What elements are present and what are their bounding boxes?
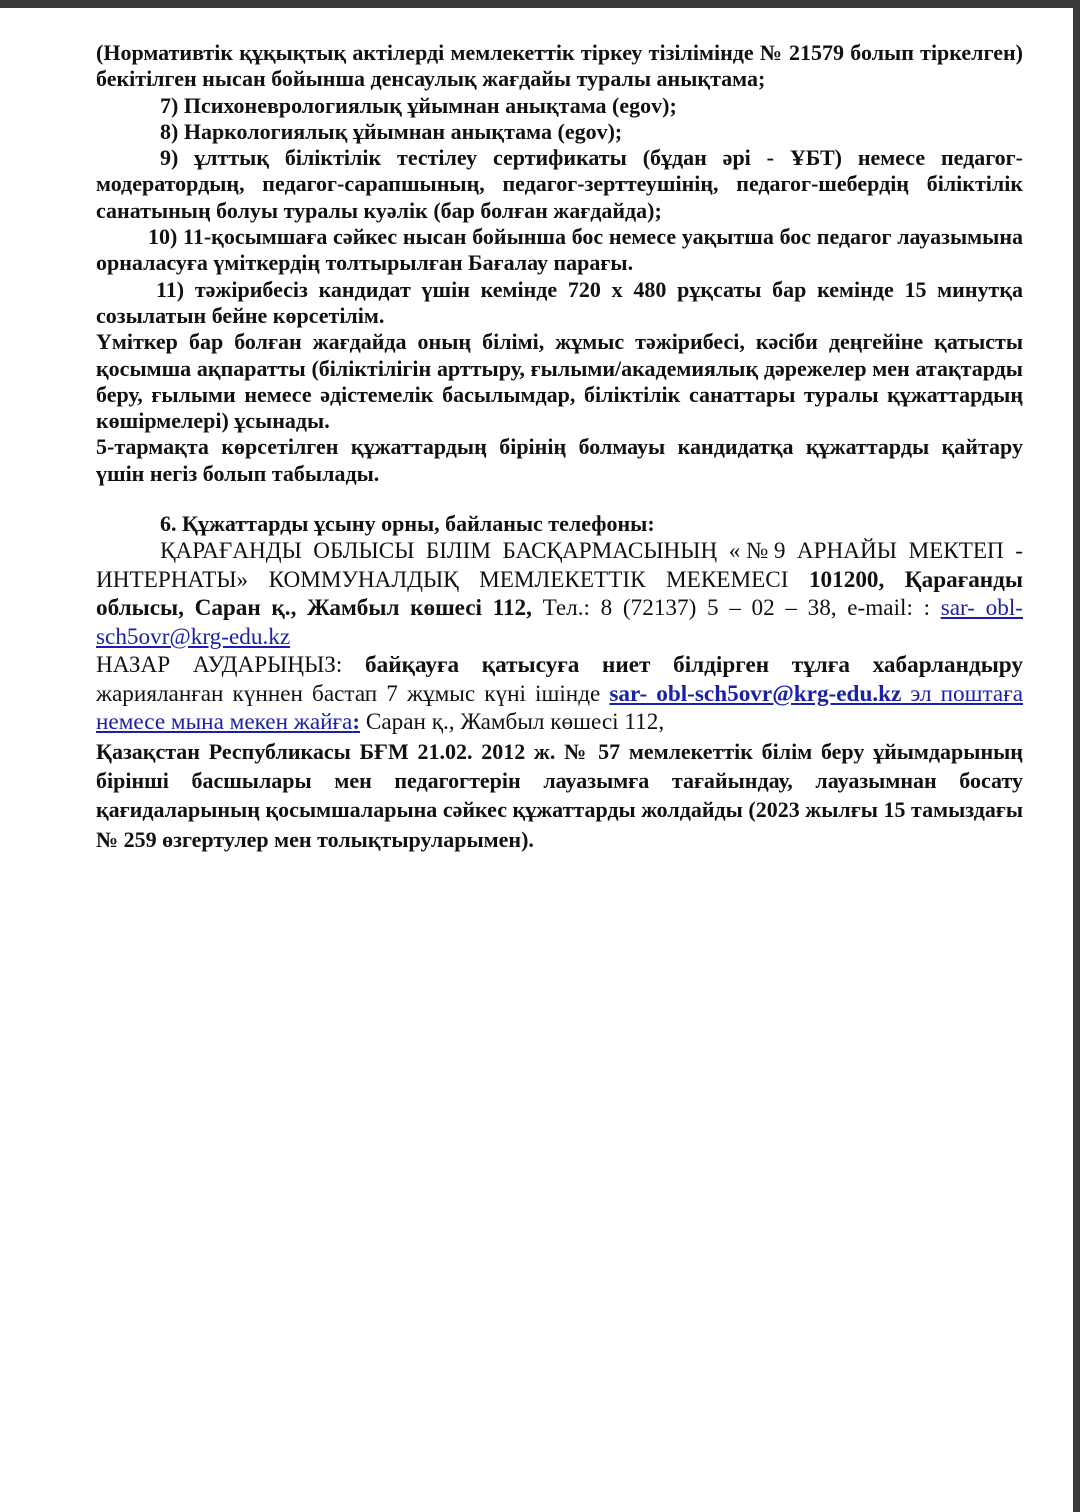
postal-address: 101200, Қарағанды облысы, Саран қ., Жамбыл көшесі 112, [96, 566, 1024, 622]
paragraph-candidate-extra: Үміткер бар болған жағдайда оның білімі, жұмыс тәжірибесі, кәсіби деңгейіне қатысты қосымша ақпаратты (біліктілігін арттыру, ғылыми/академиялық дәрежелер мен атақтарды беру, ғылыми немесе әдістемелік басылымдар, біліктілік санаттары туралы құжаттардың көшірмелері) ұсынады. [96, 329, 1023, 434]
list-item-11: 11) тәжірибесіз кандидат үшін кемінде 720 x 480 рұқсаты бар кемінде 15 минутқа созылатын бейне көрсетілім. [96, 276, 1023, 328]
mail-link-text: эл поштаға немесе мына мекен жайға [96, 680, 1024, 736]
paragraph-health-certificate: (Нормативтік құқықтық актілерді мемлекеттік тіркеу тізілімінде № 21579 болып тіркелген) бекітілген нысан бойынша денсаулық жағдайы туралы анықтама; [96, 40, 1023, 92]
email-link-2[interactable]: sar- obl-sch5ovr@krg-edu.kz [609, 680, 902, 707]
spacer [96, 487, 1023, 511]
list-item-8: 8) Наркологиялық ұйымнан анықтама (egov); [160, 118, 623, 144]
document-page [96, 40, 1023, 854]
list-item-9: 9) ұлттық біліктілік тестілеу сертификаты (бұдан әрі - ҰБТ) немесе педагог-модератордың, педагог-сарапшының, педагог-зерттеушінің, педагог-шебердің біліктілік санатының болуы туралы куәлік (бар болған жағдайда); [96, 145, 1023, 223]
attention-paragraph [96, 651, 1023, 737]
contact-block [96, 537, 1023, 651]
mail-address: Саран қ., Жамбыл көшесі 112, [360, 709, 665, 736]
section-6-title: 6. Құжаттарды ұсыну орны, байланыс телефоны: [160, 511, 655, 537]
organization-name: ҚАРАҒАНДЫ ОБЛЫСЫ БІЛІМ БАСҚАРМАСЫНЫҢ «№9 АРНАЙЫ МЕКТЕП - ИНТЕРНАТЫ» КОММУНАЛДЫҚ МЕМЛЕКЕТТІК МЕКЕМЕСІ [96, 538, 1023, 593]
mail-link-colon: : [352, 709, 361, 736]
attention-bold-text: байқауға қатысуға ниет білдірген тұлға хабарландыру [365, 652, 1023, 679]
phone-line: Тел.: 8 (72137) 5 – 02 – 38, e-mail: : [531, 595, 941, 622]
email-link-1[interactable]: sar- obl-sch5ovr@krg-edu.kz [96, 595, 1023, 650]
paragraph-rules-reference: Қазақстан Республикасы БҒМ 21.02. 2012 ж. № 57 мемлекеттік білім беру ұйымдарының бірінші басшылары мен педагогтерін лауазымға тағайындау, лауазымнан босату қағидаларының қосымшаларына сәйкес құжаттарды жолдайды (2023 жылғы 15 тамыздағы № 259 өзгертулер мен толықтыруларымен). [96, 738, 1023, 852]
list-item-7: 7) Психоневрологиялық ұйымнан анықтама (egov); [160, 92, 677, 118]
attention-text: жарияланған күннен бастап 7 жұмыс күні ішінде [96, 680, 610, 707]
right-edge [1073, 0, 1080, 1512]
attention-label: НАЗАР АУДАРЫҢЫЗ: [96, 652, 366, 679]
list-item-10: 10) 11-қосымшаға сәйкес нысан бойынша бос немесе уақытша бос педагог лауазымына орналасуға үміткердің толтырылған Бағалау парағы. [96, 224, 1023, 276]
paragraph-return-condition: 5-тармақта көрсетілген құжаттардың бірінің болмауы кандидатқа құжаттарды қайтару үшін негіз болып табылады. [96, 434, 1023, 486]
top-edge [0, 0, 1080, 8]
